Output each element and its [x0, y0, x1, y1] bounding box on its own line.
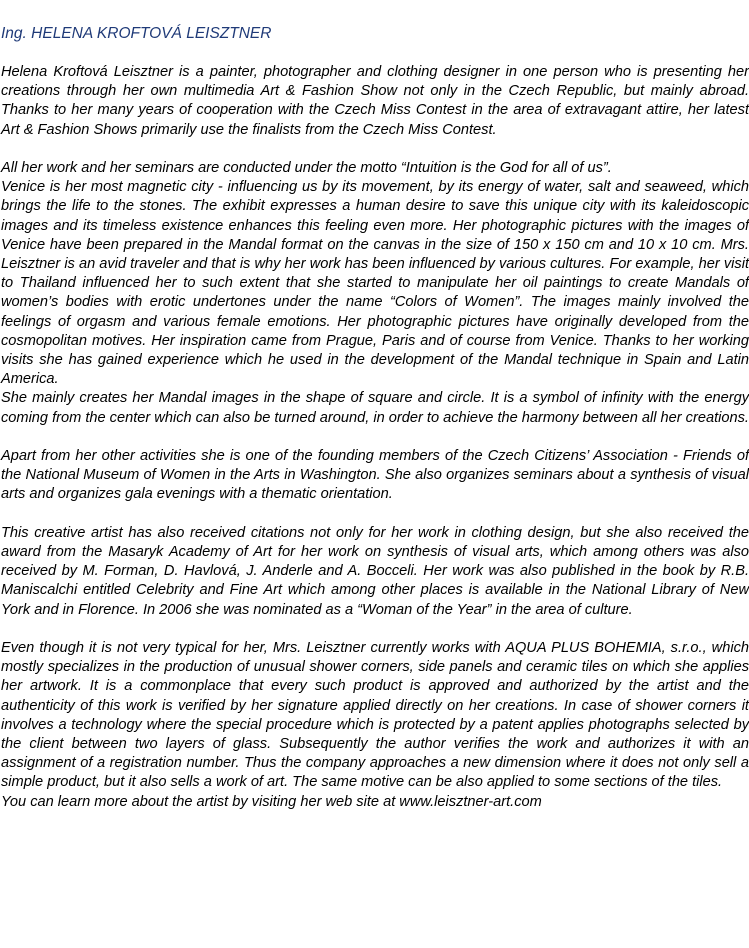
paragraph-association: Apart from her other activities she is one of the founding members of the Czech Citizens’ Association - Friends of the National Museum of Women in the Arts in Washington. She also organizes seminars about a synthesis of visual arts and organizes gala evenings with a thematic orientation.	[1, 448, 749, 503]
paragraph-venice: Venice is her most magnetic city - influencing us by its movement, by its energy of water, salt and seaweed, which brings the life to the stones. The exhibit expresses a human desire to save this unique city with its kaleidoscopic images and its timeless existence enhances this feeling even more. Her photographic pictures with the images of Venice have been prepared in the Mandal format on the canvas in the size of 150 x 150 cm and 10 x 10 cm. Mrs. Leisztner is an avid traveler and that is why her work has been influenced by various cultures. For example, her visit to Thailand influenced her to such extent that she started to manipulate her oil paintings to create Mandals of women’s bodies with erotic undertones under the name “Colors of Women”. The images mainly involved the feelings of orgasm and various female emotions. Her photographic pictures have originally developed from the cosmopolitan motives. Her inspiration came from Prague, Paris and of course from Venice. Thanks to her working visits she has gained experience which he used in the development of the Mandal technique in Spain and Latin America.	[1, 179, 749, 388]
paragraph-mandal: She mainly creates her Mandal images in the shape of square and circle. It is a symbol of infinity with the energy coming from the center which can also be turned around, in order to achieve the harmony between all her creations.	[1, 390, 749, 426]
paragraph-website: You can learn more about the artist by visiting her web site at www.leisztner-art.com	[1, 793, 542, 810]
paragraph-intro: Helena Kroftová Leisztner is a painter, photographer and clothing designer in one person who is presenting her creations through her own multimedia Art & Fashion Show not only in the Czech Republic, but mainly abroad. Thanks to her many years of cooperation with the Czech Miss Contest in the area of extravagant attire, her latest Art & Fashion Shows primarily use the finalists from the Czech Miss Contest.	[1, 64, 749, 138]
paragraph-spacer	[1, 620, 749, 639]
paragraph-spacer	[1, 505, 749, 524]
paragraph-citations: This creative artist has also received citations not only for her work in clothing design, but she also received the award from the Masaryk Academy of Art for her work on synthesis of visual arts, which among others was also received by M. Forman, D. Havlová, J. Anderle and A. Bocceli. Her work was also published in the book by R.B. Maniscalchi entitled Celebrity and Fine Art which among other places is available in the National Library of New York and in Florence. In 2006 she was nominated as a “Woman of the Year” in the area of culture.	[1, 524, 749, 618]
paragraph-aqua-plus: Even though it is not very typical for her, Mrs. Leisztner currently works with AQUA PLUS BOHEMIA, s.r.o., which mostly specializes in the production of unusual shower corners, side panels and ceramic tiles on which she applies her artwork. It is a commonplace that every such product is approved and authorized by the artist and the authenticity of this work is verified by her signature applied directly on her creations. In case of shower corners it involves a technology where the special procedure which is protected by a patent applies photographs selected by the client between two layers of glass. Subsequently the author verifies the work and authorizes it with an assignment of a registration number. Thus the company approaches a new dimension where it does not only sell a simple product, but it also sells a work of art. The same motive can be also applied to some sections of the tiles.	[1, 640, 749, 791]
paragraph-motto: All her work and her seminars are conducted under the motto “Intuition is the God for all of us”.	[1, 160, 612, 176]
document-page	[1, 24, 749, 812]
paragraph-spacer	[1, 428, 749, 447]
paragraph-spacer	[1, 140, 749, 159]
document-title: Ing. HELENA KROFTOVÁ LEISZTNER	[1, 25, 272, 42]
